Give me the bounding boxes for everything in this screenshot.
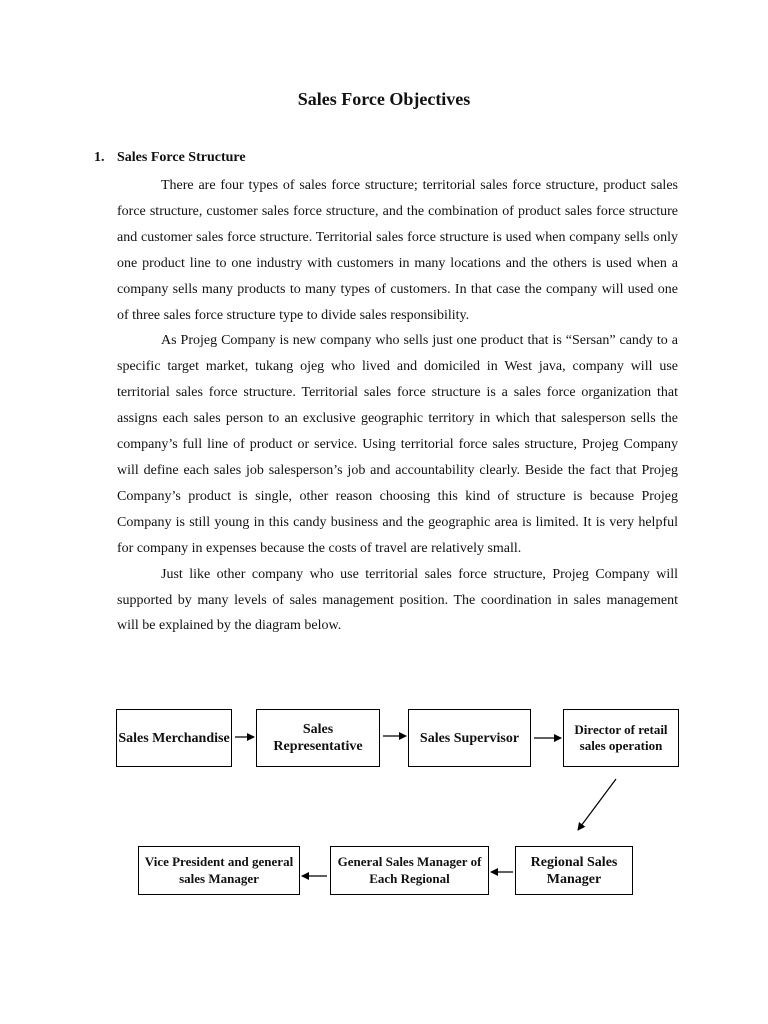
box-label: Sales Supervisor (419, 730, 520, 746)
paragraph: As Projeg Company is new company who sells just one product that is “Sersan” candy to a specific target market, tukang ojeg who lived and domiciled in West java, company will use territorial sales force structure. Territorial sales force structure is a sales force organization that assigns each sales person to an exclusive geographic territory in which that salesperson sells the company’s full line of product or service. Using territorial force sales structure, Projeg Company will define each sales job salesperson’s job and accountability clearly. Beside the fact that Projeg Company’s product is single, other reason choosing this kind of structure is because Projeg Company is still young in this candy business and the geographic area is limited. It is very helpful for company in expenses because the costs of travel are relatively small. (117, 333, 678, 556)
box-label: Director of retail sales operation (574, 721, 668, 753)
page-title: Sales Force Objectives (297, 89, 471, 109)
box-label: Regional Sales Manager (530, 854, 618, 887)
box-label: Vice President and general sales Manager (144, 854, 294, 886)
box-label: Sales Merchandise (118, 730, 230, 746)
section-number: 1. (94, 150, 105, 165)
paragraph: Just like other company who use territorial sales force structure, Projeg Company will supported by many levels of sales management position. The coordination in sales management will be explained by the diagram below. (117, 566, 678, 634)
box-label: Sales Representative (273, 722, 363, 754)
arrow-diagonal-icon (578, 779, 616, 830)
paragraph: There are four types of sales force structure; territorial sales force structure, product sales force structure, customer sales force structure, and the combination of product sales force structure and customer sales force structure. Territorial sales force structure is used when company sells only one product line to one industry with customers in many locations and the others is used when a company sells many products to many types of customers. In that case the company will used one of three sales force structure type to divide sales responsibility. (117, 178, 678, 323)
box-label: General Sales Manager of Each Regional (337, 854, 482, 886)
section-title: Sales Force Structure (117, 150, 246, 165)
